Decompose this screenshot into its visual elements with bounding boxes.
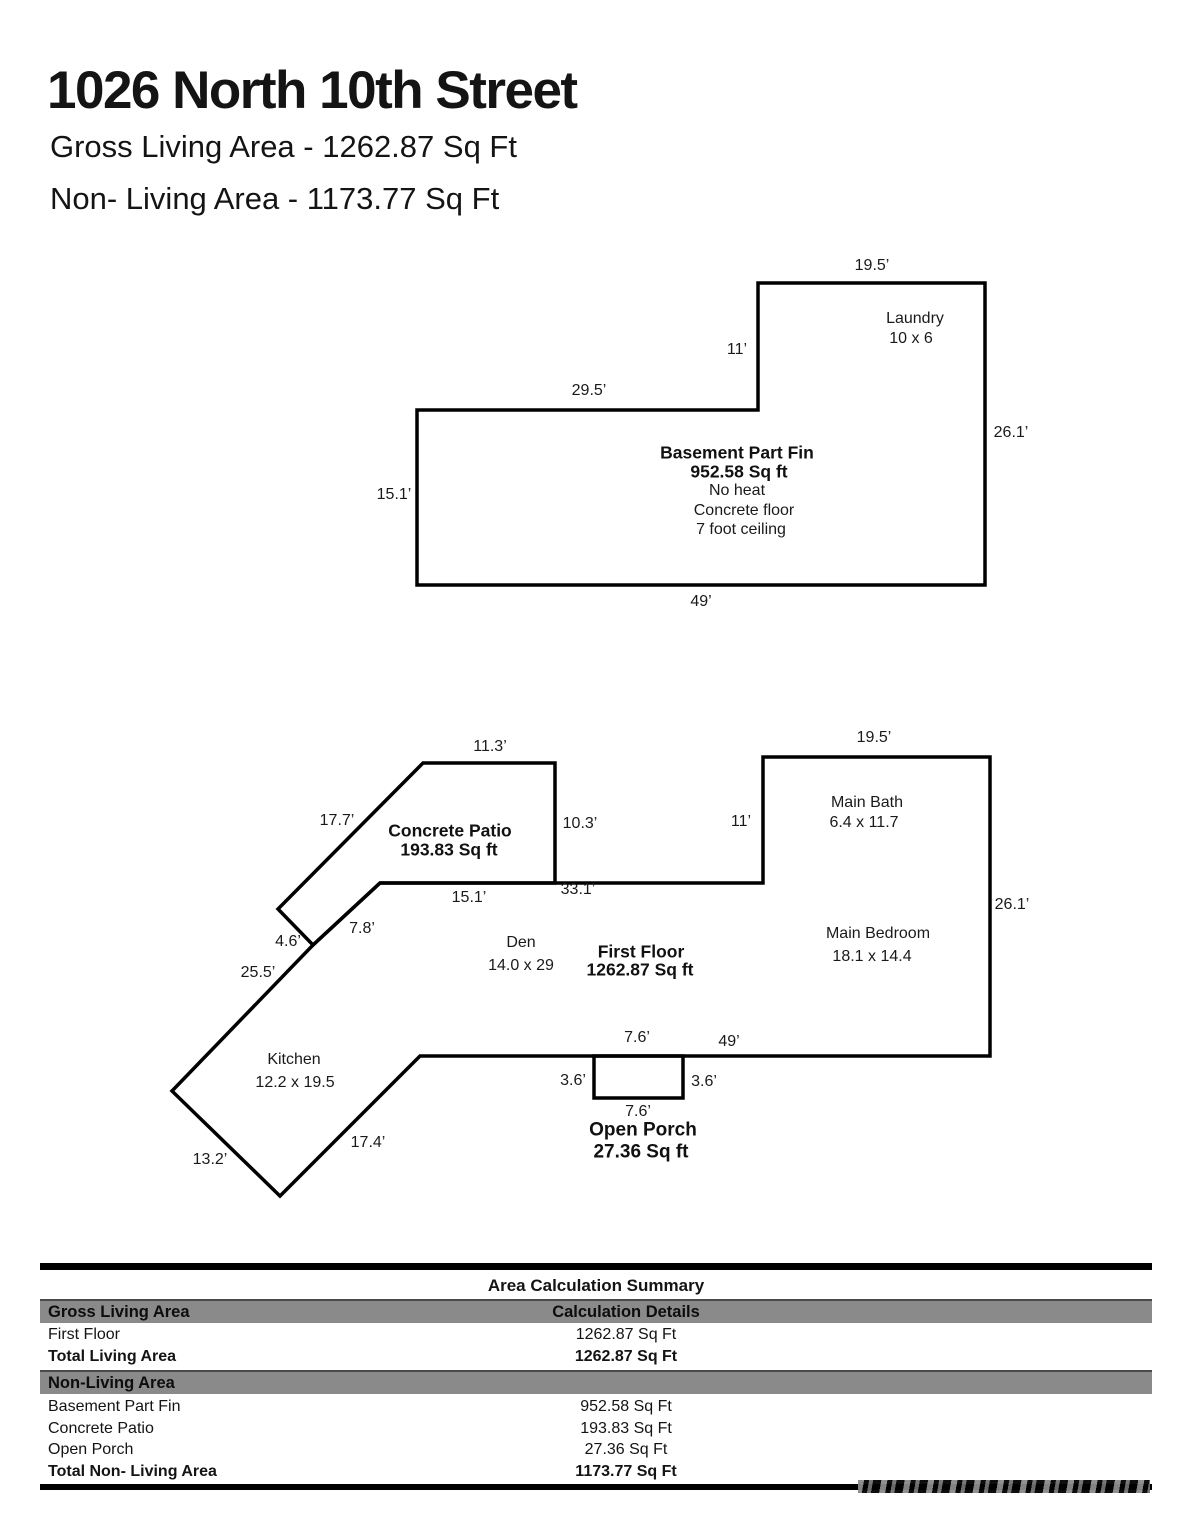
basement-note-heat: No heat [708, 482, 766, 500]
first-floor-dim-255: 25.5’ [240, 964, 276, 982]
row-label: First Floor [48, 1326, 120, 1343]
patio-area: 193.83 Sq ft [400, 839, 498, 860]
basement-area: 952.58 Sq ft [690, 461, 788, 482]
row-value: 27.36 Sq Ft [584, 1441, 668, 1458]
section-header-non-living [40, 1370, 1152, 1394]
first-floor-area: 1262.87 Sq ft [586, 959, 694, 980]
porch-dim-right: 3.6’ [691, 1073, 717, 1091]
summary-title: Area Calculation Summary [487, 1276, 705, 1295]
first-floor-dim-bottom: 49’ [718, 1033, 740, 1051]
first-floor-name: First Floor [597, 941, 685, 962]
table-row [40, 1396, 1152, 1418]
den-label: Den [506, 934, 536, 952]
basement-dim-upper-left: 29.5’ [571, 382, 607, 400]
row-label: Concrete Patio [48, 1419, 154, 1437]
basement-note-ceiling: 7 foot ceiling [696, 521, 786, 539]
den-size: 14.0 x 29 [488, 957, 554, 975]
table-top-bar [40, 1263, 1152, 1270]
section-label: Non-Living Area [48, 1374, 175, 1392]
section-label: Gross Living Area [48, 1303, 190, 1321]
area-calculation-summary [40, 1263, 1152, 1490]
patio-dim-left-diag: 17.7’ [319, 812, 355, 830]
row-label: Basement Part Fin [48, 1398, 181, 1415]
porch-dim-top: 7.6’ [624, 1029, 650, 1047]
row-label: Total Non- Living Area [48, 1462, 217, 1480]
porch-name: Open Porch [589, 1119, 697, 1141]
non-living-area-line: Non- Living Area - 1173.77 Sq Ft [50, 181, 500, 216]
first-floor-dim-174: 17.4’ [350, 1134, 386, 1152]
table-row [40, 1418, 1152, 1440]
porch-outline [594, 1056, 683, 1098]
main-bath-label: Main Bath [830, 794, 904, 812]
table-row [40, 1439, 1152, 1461]
basement-dim-bottom: 49’ [690, 593, 712, 611]
patio-dim-right: 10.3’ [562, 815, 598, 833]
first-floor-dim-top-right: 19.5’ [856, 729, 892, 747]
first-floor-dim-jog: 11’ [730, 813, 752, 831]
table-row-total-living [40, 1346, 1152, 1368]
patio-dim-top: 11.3’ [473, 738, 507, 756]
main-bath-size: 6.4 x 11.7 [829, 814, 899, 832]
porch-dim-left: 3.6’ [560, 1072, 586, 1090]
patio-dim-bottom: 15.1’ [451, 889, 487, 907]
table-bottom-bar [40, 1484, 1152, 1490]
basement-name: Basement Part Fin [660, 442, 814, 463]
basement-note-floor: Concrete floor [693, 502, 795, 520]
patio-dim-notch: 4.6’ [275, 933, 301, 951]
first-floor-dim-right: 26.1’ [994, 896, 1030, 914]
patio-name: Concrete Patio [388, 820, 512, 841]
row-value: 1262.87 Sq Ft [574, 1347, 678, 1365]
basement-dim-left: 15.1’ [376, 486, 412, 504]
first-floor-dim-top: 33.1’ [560, 881, 596, 899]
calculation-details-header: Calculation Details [552, 1303, 700, 1321]
page-title: 1026 North 10th Street [47, 61, 577, 120]
row-value: 193.83 Sq Ft [580, 1419, 672, 1437]
table-row-total-non-living [40, 1461, 1152, 1483]
watermark-pattern [858, 1480, 1150, 1493]
basement-dim-right: 26.1’ [993, 424, 1029, 442]
row-label: Open Porch [48, 1441, 134, 1458]
basement-dim-jog: 11’ [726, 341, 748, 359]
kitchen-size: 12.2 x 19.5 [255, 1074, 335, 1092]
gross-living-area-line: Gross Living Area - 1262.87 Sq Ft [50, 129, 517, 164]
kitchen-label: Kitchen [267, 1051, 321, 1069]
porch-dim-bottom: 7.6’ [625, 1103, 651, 1121]
main-bedroom-size: 18.1 x 14.4 [832, 948, 912, 966]
main-bedroom-label: Main Bedroom [825, 925, 931, 943]
first-floor-dim-78: 7.8’ [349, 920, 375, 938]
basement-dim-top: 19.5’ [854, 257, 890, 275]
row-value: 1173.77 Sq Ft [575, 1462, 677, 1480]
row-label: Total Living Area [48, 1347, 177, 1365]
laundry-room-label: Laundry [886, 310, 944, 328]
table-row [40, 1324, 1152, 1346]
row-value: 1262.87 Sq Ft [575, 1326, 677, 1343]
laundry-room-size: 10 x 6 [889, 330, 933, 348]
row-value: 952.58 Sq Ft [580, 1398, 672, 1415]
section-header-gross-living [40, 1299, 1152, 1323]
basement-outline [417, 283, 985, 585]
porch-area: 27.36 Sq ft [593, 1141, 689, 1163]
first-floor-dim-132: 13.2’ [192, 1151, 228, 1169]
